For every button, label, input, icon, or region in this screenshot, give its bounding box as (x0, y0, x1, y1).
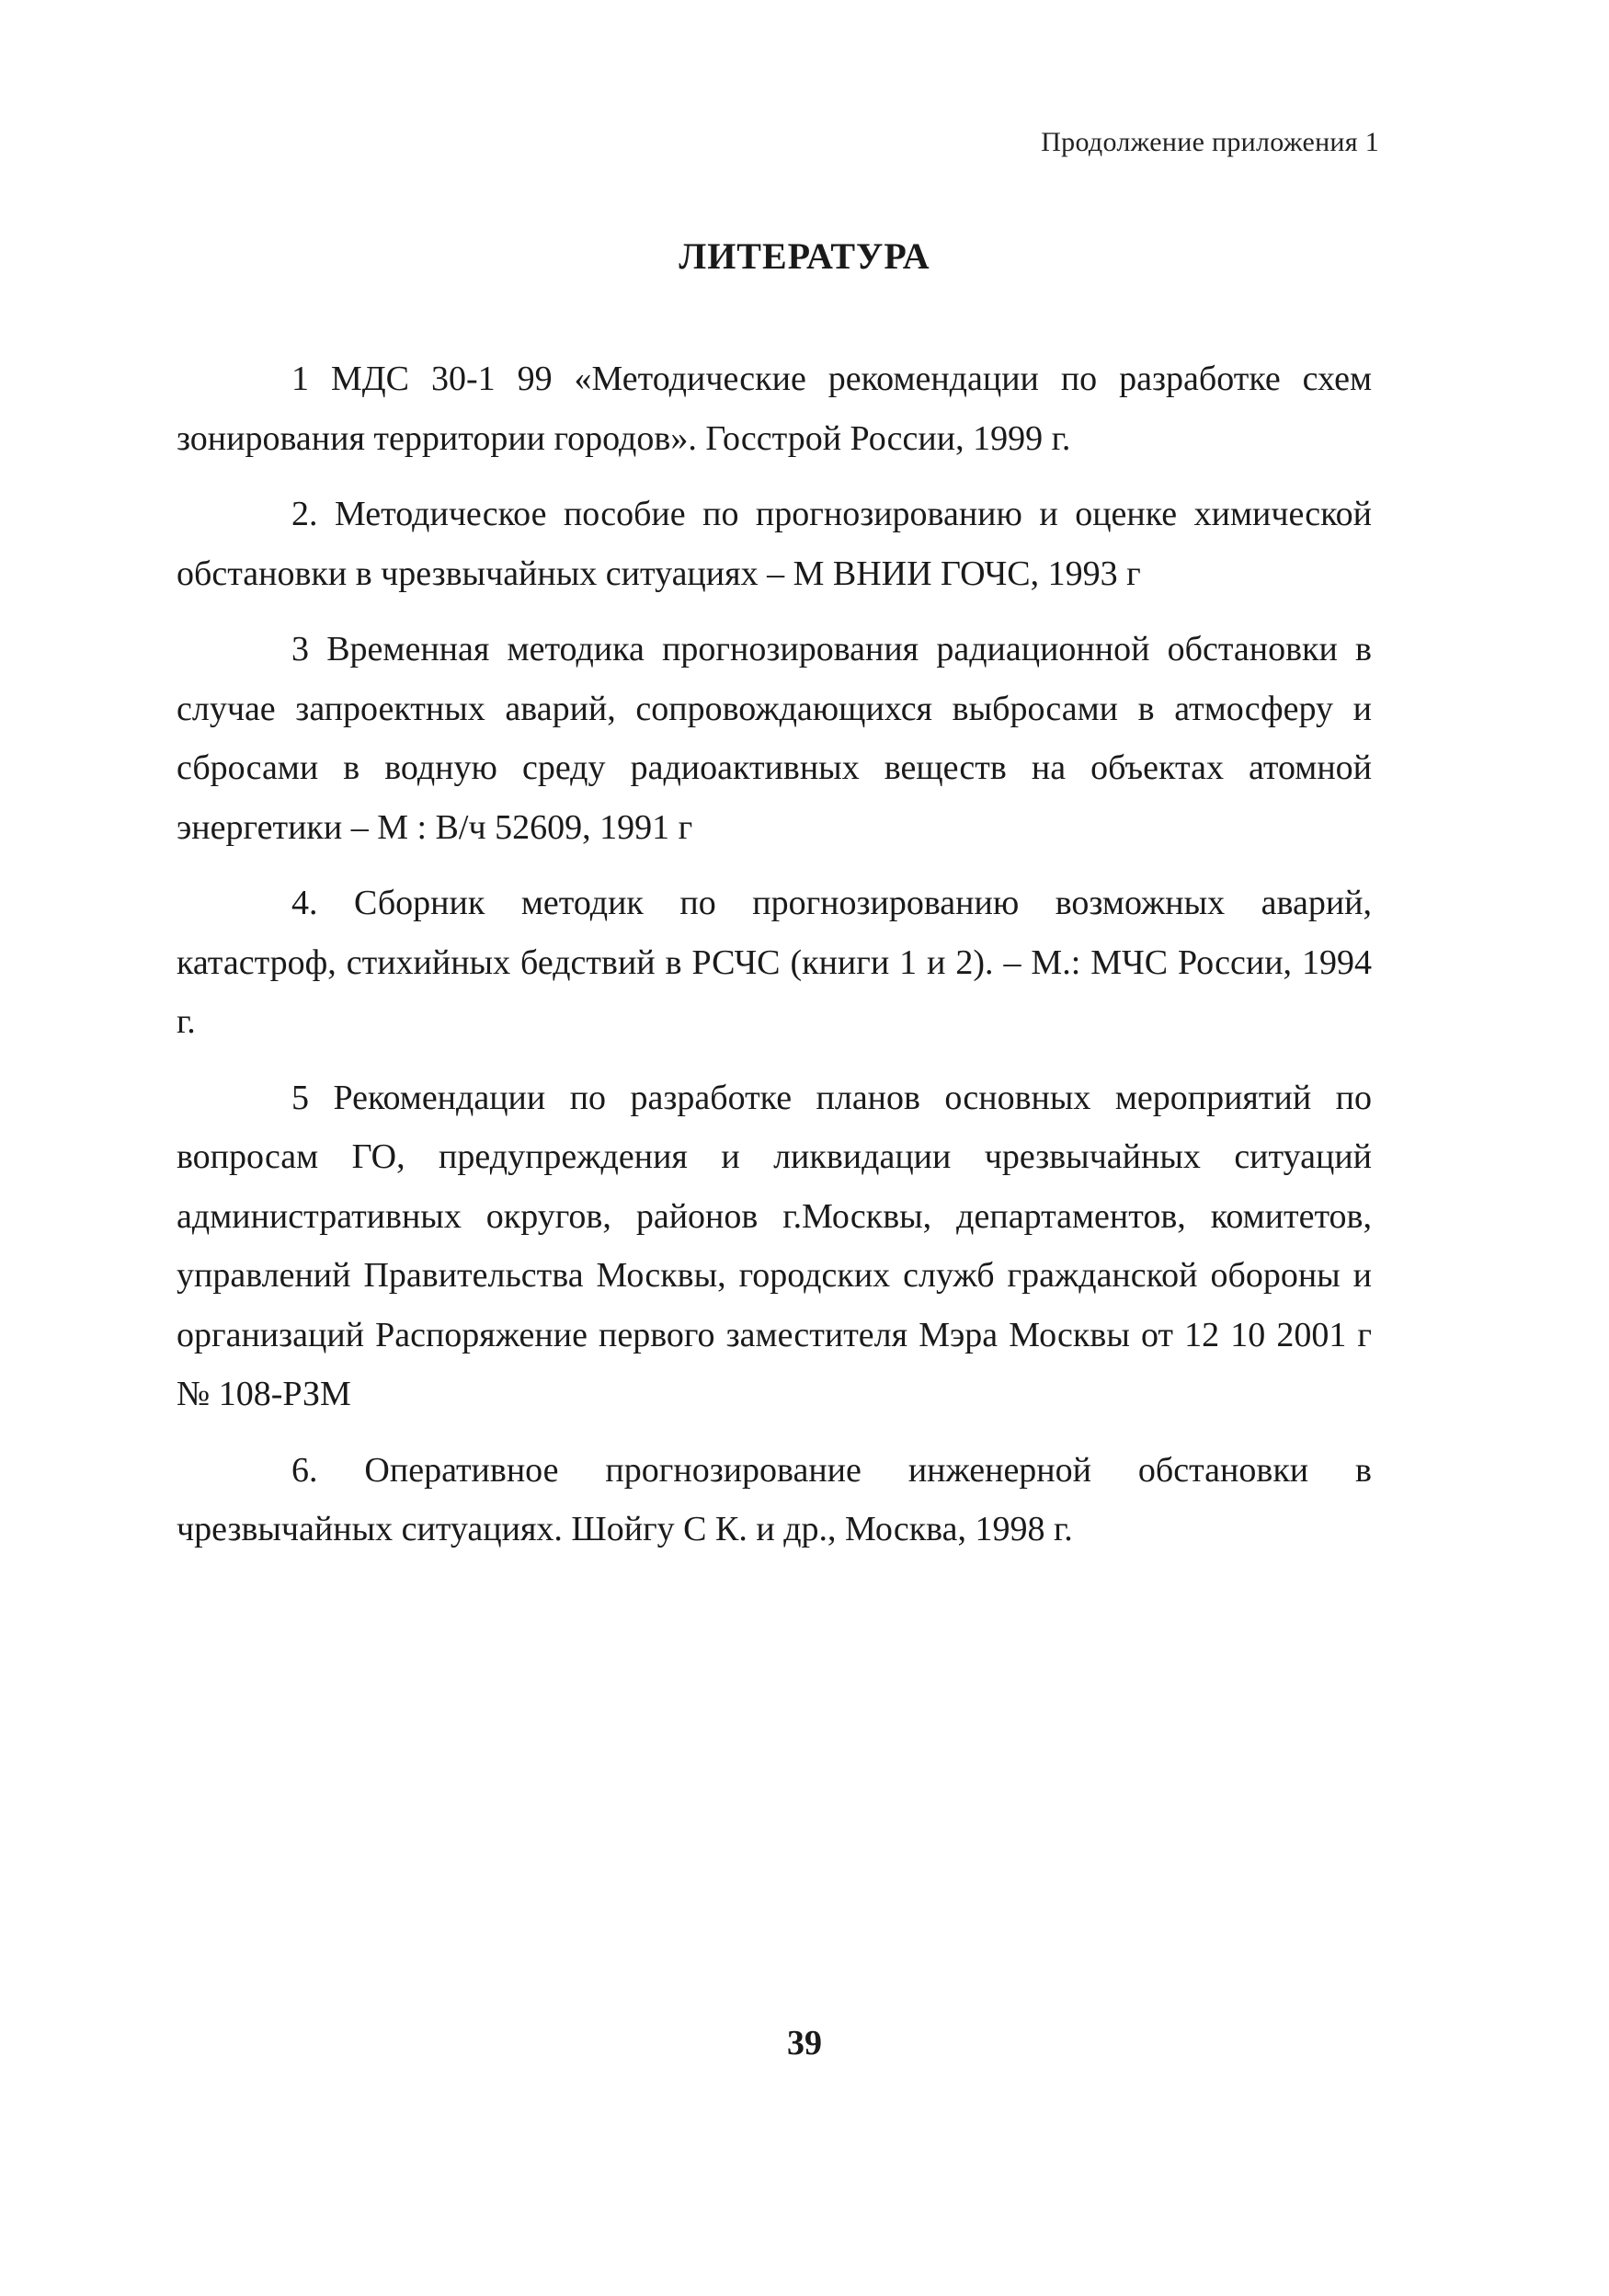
reference-item-6: 6. Оперативное прогнозирование инженерной обстановки в чрезвычайных ситуациях. Шойгу С К. и др., Москва, 1998 г. (177, 1450, 1372, 1548)
page-title: ЛИТЕРАТУРА (679, 235, 930, 277)
reference-item-5: 5 Рекомендации по разработке планов основных мероприятий по вопросам ГО, предупреждения и ликвидации чрезвычайных ситуаций административных округов, районов г.Москвы, департаментов, комитетов, управлений Правительства Москвы, городских служб гражданской обороны и организаций Распоряжение первого заместителя Мэра Москвы от 12 10 2001 г № 108-РЗМ (177, 1078, 1372, 1413)
page-number: 39 (787, 2024, 822, 2062)
reference-item-2: 2. Методическое пособие по прогнозированию и оценке химической обстановки в чрезвычайных ситуациях – М ВНИИ ГОЧС, 1993 г (177, 495, 1372, 593)
reference-item-3: 3 Временная методика прогнозирования радиационной обстановки в случае запроектных аварий, сопровождающихся выбросами в атмосферу и сбросами в водную среду радиоактивных веществ на объектах атомной энергетики – М : В/ч 52609, 1991 г (177, 630, 1372, 847)
reference-list (177, 349, 1372, 1576)
running-header: Продолжение приложения 1 (1041, 127, 1379, 157)
reference-item-4: 4. Сборник методик по прогнозированию возможных аварий, катастроф, стихийных бедствий в РСЧС (книги 1 и 2). – М.: МЧС России, 1994 г. (177, 884, 1372, 1041)
reference-item-1: 1 МДС 30-1 99 «Методические рекомендации по разработке схем зонирования территории городов». Госстрой России, 1999 г. (177, 360, 1372, 458)
